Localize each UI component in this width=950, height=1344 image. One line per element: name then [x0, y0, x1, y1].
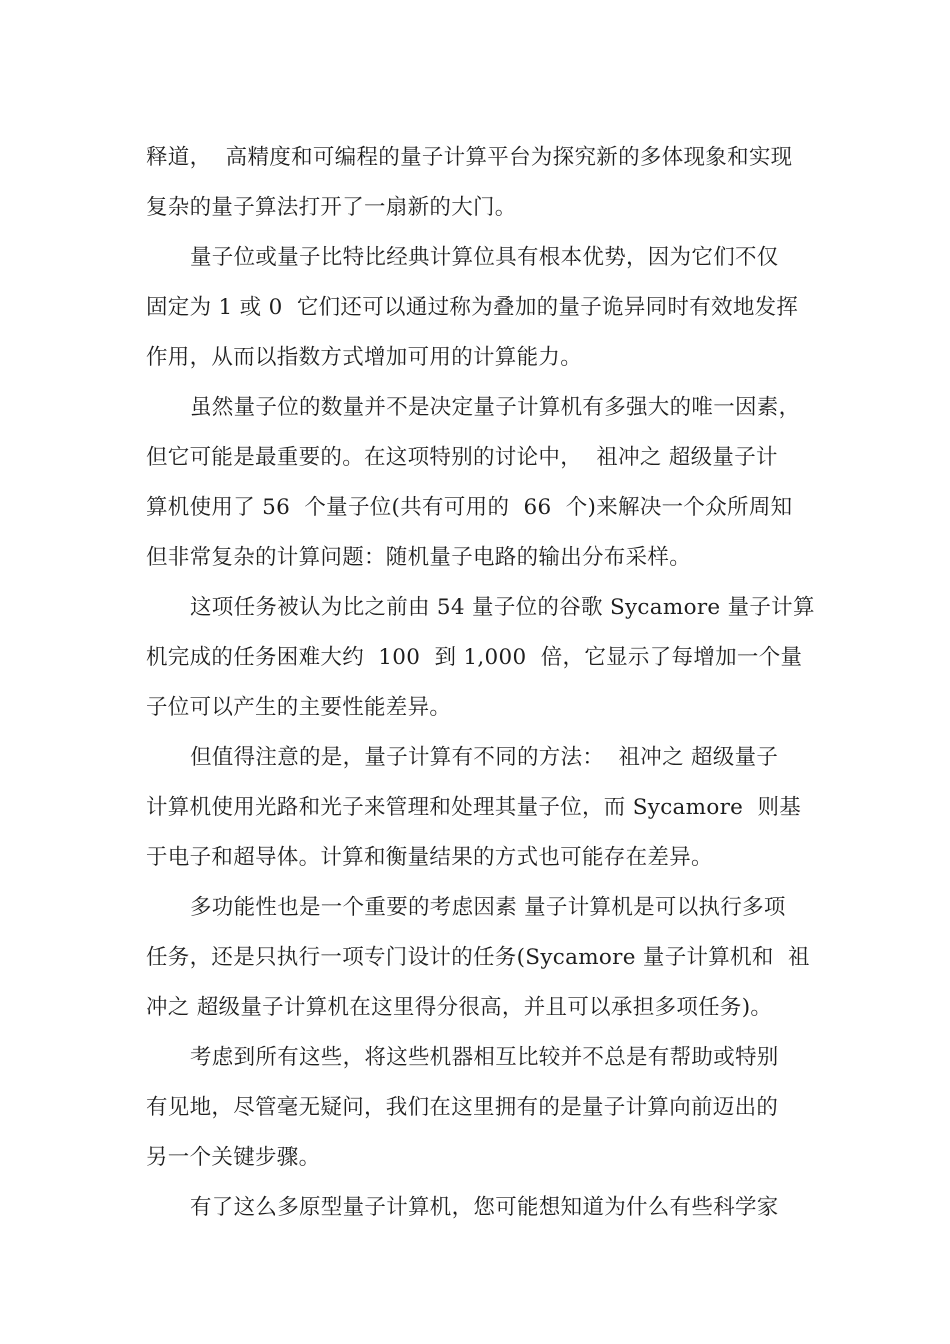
- text-line: 冲之 超级量子计算机在这里得分很高，并且可以承担多项任务)。: [146, 995, 773, 1020]
- text-line: 复杂的量子算法打开了一扇新的大门。: [146, 195, 517, 220]
- text-line: 释道， 高精度和可编程的量子计算平台为探究新的多体现象和实现: [146, 145, 793, 170]
- text-line: 另一个关键步骤。: [146, 1145, 321, 1170]
- paragraph-2: [146, 233, 806, 383]
- paragraph-8: [146, 1183, 806, 1233]
- text-line: 但非常复杂的计算问题：随机量子电路的输出分布采样。: [146, 545, 692, 570]
- text-line: 于电子和超导体。计算和衡量结果的方式也可能存在差异。: [146, 845, 713, 870]
- paragraph-4: [146, 583, 815, 733]
- text-line: 子位可以产生的主要性能差异。: [146, 695, 452, 720]
- paragraph-6: [146, 883, 810, 1033]
- text-line: 有了这么多原型量子计算机，您可能想知道为什么有些科学家: [190, 1195, 779, 1220]
- text-line: 任务，还是只执行一项专门设计的任务(Sycamore 量子计算机和 祖: [146, 945, 810, 970]
- text-line: 算机使用了 56 个量子位(共有可用的 66 个)来解决一个众所周知: [146, 495, 793, 520]
- text-line: 多功能性也是一个重要的考虑因素 量子计算机是可以执行多项: [190, 895, 786, 920]
- text-line: 计算机使用光路和光子来管理和处理其量子位，而 Sycamore 则基: [146, 795, 802, 820]
- text-line: 有见地，尽管毫无疑问，我们在这里拥有的是量子计算向前迈出的: [146, 1095, 779, 1120]
- text-line: 考虑到所有这些，将这些机器相互比较并不总是有帮助或特别: [190, 1045, 779, 1070]
- text-line: 虽然量子位的数量并不是决定量子计算机有多强大的唯一因素，: [190, 395, 801, 420]
- text-line: 但值得注意的是，量子计算有不同的方法： 祖冲之 超级量子: [190, 745, 779, 770]
- text-line: 量子位或量子比特比经典计算位具有根本优势，因为它们不仅: [190, 245, 779, 270]
- paragraph-5: [146, 733, 806, 883]
- text-line: 机完成的任务困难大约 100 到 1,000 倍，它显示了每增加一个量: [146, 645, 803, 670]
- text-line: 但它可能是最重要的。在这项特别的讨论中， 祖冲之 超级量子计: [146, 445, 778, 470]
- document-text: [146, 133, 815, 1233]
- paragraph-3: [146, 383, 806, 583]
- text-line: 固定为 1 或 0 它们还可以通过称为叠加的量子诡异同时有效地发挥: [146, 295, 799, 320]
- text-line: 这项任务被认为比之前由 54 量子位的谷歌 Sycamore 量子计算: [190, 595, 815, 620]
- text-line: 作用，从而以指数方式增加可用的计算能力。: [146, 345, 583, 370]
- paragraph-1: [146, 133, 806, 233]
- paragraph-7: [146, 1033, 806, 1183]
